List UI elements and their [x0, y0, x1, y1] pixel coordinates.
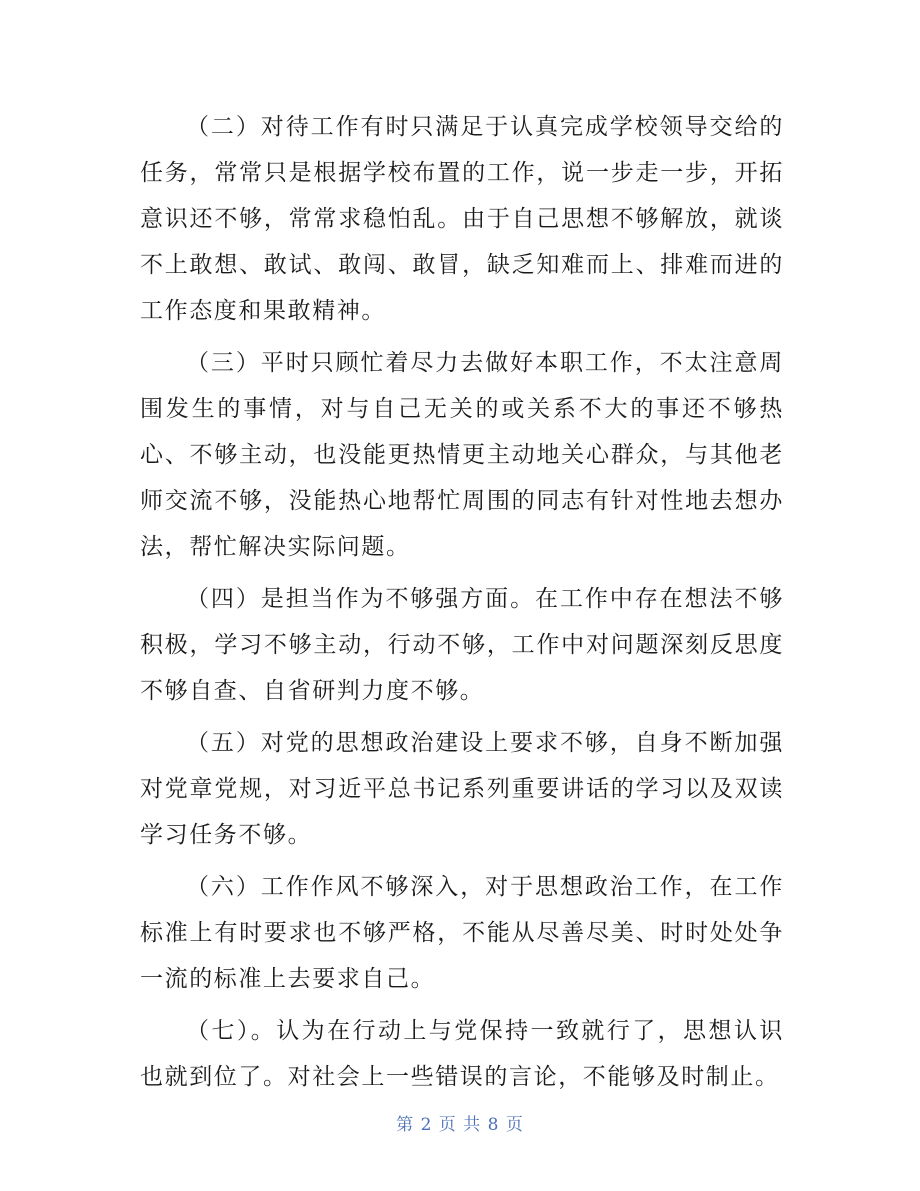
paragraph-3: （三）平时只顾忙着尽力去做好本职工作，不太注意周围发生的事情，对与自己无关的或关系不大的事还不够热心、不够主动，也没能更热情更主动地关心群众，与其他老师交流不够，没能热心地帮忙周围的同志有针对性地去想办法，帮忙解决实际问题。: [140, 350, 784, 560]
paragraph-2: （二）对待工作有时只满足于认真完成学校领导交给的任务，常常只是根据学校布置的工作，说一步走一步，开拓意识还不够，常常求稳怕乱。由于自己思想不够解放，就谈不上敢想、敢试、敢闯、敢冒，缺乏知难而上、排难而进的工作态度和果敢精神。: [140, 114, 784, 324]
paragraph-6: （六）工作作风不够深入，对于思想政治工作，在工作标准上有时要求也不够严格，不能从尽善尽美、时时处处争一流的标准上去要求自己。: [140, 874, 784, 992]
document-body: [140, 104, 784, 1106]
paragraph-4: （四）是担当作为不够强方面。在工作中存在想法不够积极，学习不够主动，行动不够，工作中对问题深刻反思度不够自查、自省研判力度不够。: [140, 586, 784, 704]
paragraph-7: （七）。认为在行动上与党保持一致就行了，思想认识也就到位了。对社会上一些错误的言论，不能够及时制止。: [140, 1018, 784, 1090]
paragraph-5: （五）对党的思想政治建设上要求不够，自身不断加强对党章党规，对习近平总书记系列重要讲话的学习以及双读学习任务不够。: [140, 730, 784, 848]
page-number-footer: 第 2 页 共 8 页: [396, 1115, 524, 1135]
